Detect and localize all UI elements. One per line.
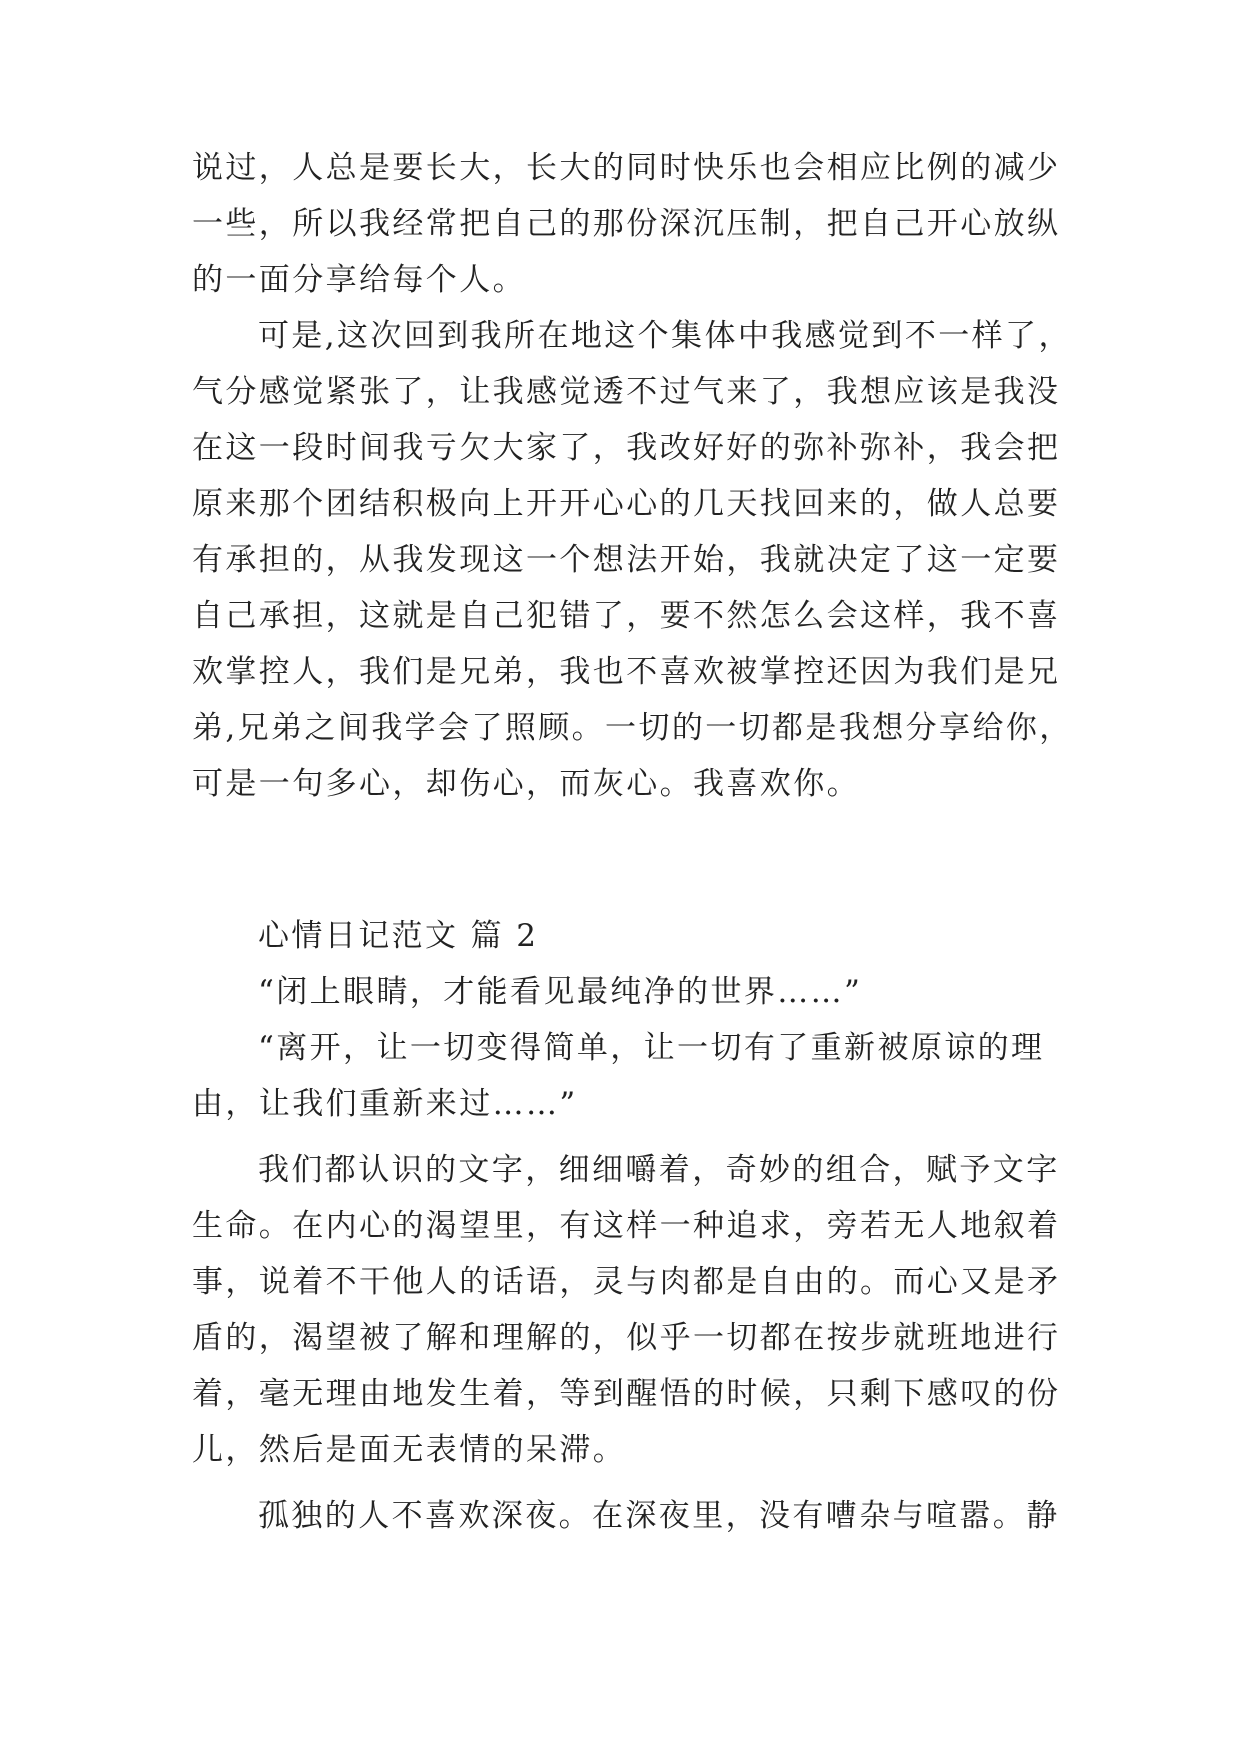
paragraph-line: 原来那个团结积极向上开开心心的几天找回来的，做人总要: [192, 486, 1061, 522]
paragraph-line: 我们都认识的文字，细细嚼着，奇妙的组合，赋予文字: [258, 1152, 1060, 1188]
paragraph-line: 自己承担，这就是自己犯错了，要不然怎么会这样，我不喜: [192, 598, 1061, 634]
paragraph-line: 着，毫无理由地发生着，等到醒悟的时候，只剩下感叹的份: [192, 1376, 1061, 1412]
paragraph-line: 可是一句多心，却伤心，而灰心。我喜欢你。: [192, 766, 860, 802]
paragraph-line: 一些，所以我经常把自己的那份深沉压制，把自己开心放纵: [192, 206, 1061, 242]
paragraph-line: 气分感觉紧张了，让我感觉透不过气来了，我想应该是我没: [192, 374, 1061, 410]
paragraph-line: 在这一段时间我亏欠大家了，我改好好的弥补弥补，我会把: [192, 430, 1061, 466]
paragraph-line: 孤独的人不喜欢深夜。在深夜里，没有嘈杂与喧嚣。静: [258, 1498, 1060, 1534]
paragraph-line: 说过，人总是要长大，长大的同时快乐也会相应比例的减少: [192, 150, 1061, 186]
paragraph-line: 生命。在内心的渴望里，有这样一种追求，旁若无人地叙着: [192, 1208, 1061, 1244]
quote-line: “离开，让一切变得简单，让一切有了重新被原谅的理: [258, 1030, 1045, 1066]
paragraph-line: 事，说着不干他人的话语，灵与肉都是自由的。而心又是矛: [192, 1264, 1061, 1300]
paragraph-line: 盾的，渴望被了解和理解的，似乎一切都在按步就班地进行: [192, 1320, 1061, 1356]
section-heading: 心情日记范文 篇 2: [258, 918, 539, 954]
paragraph-line: 弟,兄弟之间我学会了照顾。一切的一切都是我想分享给你，: [192, 710, 1073, 746]
quote-line: 由，让我们重新来过……”: [192, 1086, 578, 1122]
paragraph-line: 欢掌控人，我们是兄弟，我也不喜欢被掌控还因为我们是兄: [192, 654, 1061, 690]
paragraph-line: 的一面分享给每个人。: [192, 262, 526, 298]
paragraph-line: 可是,这次回到我所在地这个集体中我感觉到不一样了，: [258, 318, 1072, 354]
paragraph-line: 有承担的，从我发现这一个想法开始，我就决定了这一定要: [192, 542, 1061, 578]
quote-line: “闭上眼睛，才能看见最纯净的世界……”: [258, 974, 863, 1010]
paragraph-line: 儿，然后是面无表情的呆滞。: [192, 1432, 627, 1468]
